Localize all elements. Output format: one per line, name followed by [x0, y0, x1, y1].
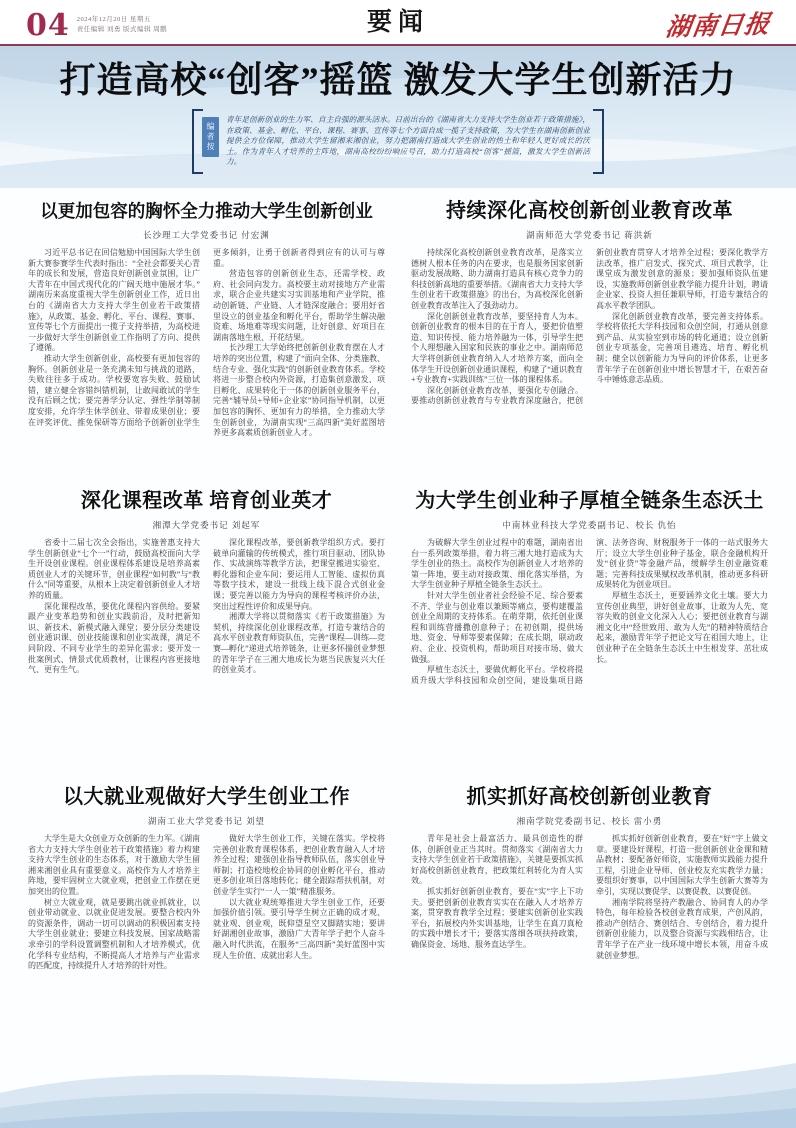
article-1-body: 习近平总书记在回信勉励中国国际大学生创新大赛参赛学生代表时指出：“全社会都要关心青年的成长和发展，营造良好创新创业氛围，让广大青年在中国式现代化的广阔天地中施展才华。”湖南历来高度重视大学生创新创业工作，近日出台的《湖南省大力支持大学生创业若干政策措施》，从政策、基金、孵化、平台、课程、赛事、宣传等七个方面提出一揽子支持举措，为高校进一步做好大学生创新创业工作指明了方向、提供了遵循。 推动大学生创新创业，高校要有更加包容的胸怀。创新创业是一条充满未知与挑战的道路，失败往往多于成功。学校要宽容失败、鼓励试错，建立健全容错纠错机制，让敢闯敢试的学生没有后顾之忧；要完善学分认定、弹性学制等制度安排，允许学生休学创业、带着成果创业；要在评奖评优、推免保研等方面给予创新创业学生更多倾斜，让勇于创新者得到应有的认可与尊重。 营造包容的创新创业生态，还需学校、政府、社会同向发力。高校要主动对接地方产业需求，联合企业共建实习实训基地和产业学院，推动创新链、产业链、人才链深度融合；要用好省里设立的创业基金和孵化平台，帮助学生解决融资难、场地难等现实问题，让好创意、好项目在湖南落地生根、开花结果。 长沙理工大学始终把创新创业教育摆在人才培养的突出位置，构建了“面向全体、分类施教、结合专业、强化实践”的创新创业教育体系。学校将进一步整合校内外资源，打造集创意激发、项目孵化、成果转化于一体的创新创业服务平台，完善“辅导员+导师+企业家”协同指导机制，以更加包容的胸怀、更加有力的举措，全力推动大学生创新创业，为湖南实现“三高四新”美好蓝图培养更多高素质创新创业人才。	[28, 248, 385, 438]
editor-line: 责任编辑 刘勇 版式编辑 周鹏	[76, 26, 168, 33]
article-grid	[0, 188, 796, 1020]
article-1-byline: 长沙理工大学党委书记 付宏渊	[143, 230, 270, 240]
article-5-body: 大学生是大众创业万众创新的生力军。《湖南省大力支持大学生创业若干政策措施》着力构建支持大学生创业的生态体系，对于激励大学生留湘来湘创业具有重要意义。高校作为人才培养主阵地，要牢固树立大就业观，把创业工作摆在更加突出的位置。 树立大就业观，就是要跳出就业抓就业，以创业带动就业、以就业促进发展。要整合校内外的资源条件，调动一切可以调动的积极因素支持大学生创业就业；要建立科技发展、国家战略需求牵引的学科设置调整机制和人才培养模式，优化学科专业结构，不断提高人才培养与产业需求的匹配度，持续提升人才培养的针对性。 做好大学生创业工作，关键在落实。学校将完善创业教育课程体系，把创业教育融入人才培养全过程；建强创业指导教师队伍，落实创业导师制；打造校地校企协同的创业孵化平台，推动更多创业项目落地转化；健全跟踪帮扶机制，对创业学生实行“一人一策”精准服务。 以大就业观统筹推进大学生创业工作，还要加强价值引领。要引导学生树立正确的成才观、就业观、创业观，既仰望星空又脚踏实地；要讲好湖湘创业故事，激励广大青年学子把个人奋斗融入时代洪流，在服务“三高四新”美好蓝图中实现人生价值、成就出彩人生。	[28, 834, 385, 971]
article-4-byline: 中南林业科技大学党委副书记、校长 仇怡	[502, 520, 677, 530]
article-2	[411, 198, 768, 474]
article-2-title: 持续深化高校创新创业教育改革	[446, 200, 733, 222]
article-6-title: 抓实抓好高校创新创业教育	[466, 786, 713, 808]
editor-note-box	[192, 109, 604, 174]
section-title: 要闻	[366, 9, 430, 36]
article-3-byline: 湘潭大学党委书记 刘起军	[152, 520, 261, 530]
article-5-byline: 湖南工业大学党委书记 刘望	[147, 816, 266, 826]
article-6-byline: 湘南学院党委副书记、校长 雷小勇	[516, 816, 663, 826]
article-1-title: 以更加包容的胸怀全力推动大学生创新创业	[40, 201, 373, 221]
masthead-meta	[77, 11, 167, 34]
article-3	[28, 488, 385, 770]
editor-note-label: 编者按	[202, 117, 219, 157]
article-2-body: 持续深化高校创新创业教育改革，是落实立德树人根本任务的内在要求，也是服务国家创新驱动发展战略、助力湖南打造具有核心竞争力的科技创新高地的重要举措。《湖南省大力支持大学生创业若干政策措施》的出台，为高校深化创新创业教育改革注入了强劲动力。 深化创新创业教育改革，要坚持育人为本。创新创业教育的根本目的在于育人，要把价值塑造、知识传授、能力培养融为一体，引导学生把个人理想融入国家和民族的事业之中。湖南师范大学将创新创业教育纳入人才培养方案，面向全体学生开设创新创业通识课程，构建了“通识教育+专业教育+实践训练”三位一体的课程体系。 深化创新创业教育改革，要强化专创融合。要推动创新创业教育与专业教育深度融合，把创新创业教育贯穿人才培养全过程；要深化教学方法改革，推广启发式、探究式、项目式教学，让课堂成为激发创意的源泉；要加强师资队伍建设，实施教师创新创业教学能力提升计划，聘请企业家、投资人担任兼职导师，打造专兼结合的高水平教学团队。 深化创新创业教育改革，要完善支持体系。学校将依托大学科技园和众创空间，打通从创意到产品、从实验室到市场的转化通道；设立创新创业专项基金，完善项目遴选、培育、孵化机制；健全以创新能力为导向的评价体系，让更多青年学子在创新创业中增长智慧才干，在艰苦奋斗中锤炼意志品质。	[411, 248, 768, 406]
masthead-left	[26, 8, 168, 43]
article-6	[411, 784, 768, 1020]
newspaper-logo: 湖南日报	[663, 11, 773, 42]
article-6-body: 青年是社会上最富活力、最具创造性的群体，创新创业正当其时。贯彻落实《湖南省大力支持大学生创业若干政策措施》，关键是要抓实抓好高校创新创业教育，把政策红利转化为育人实效。 抓实抓好创新创业教育，要在“实”字上下功夫。要把创新创业教育实实在在融入人才培养方案，贯穿教育教学全过程；要建实创新创业实践平台，拓展校内外实训基地，让学生在真刀真枪的实践中增长才干；要落实落细各项扶持政策，确保资金、场地、服务直达学生。 抓实抓好创新创业教育，要在“好”字上做文章。要建设好课程，打造一批创新创业金课和精品教材；要配备好师资，实施教师实践能力提升工程，引进企业导师、创业校友充实教学力量；要组织好赛事，以中国国际大学生创新大赛等为牵引，实现以赛促学、以赛促教、以赛促创。 湘南学院将坚持产教融合、协同育人的办学特色，每年检验各校创业教育成果，产创风韵，推动产创结合、赛创结合、专创结合，着力提升创新创业能力，以及整合资源与实践相结合，让青年学子在产业一线环境中增长本领，用奋斗成就创业梦想。	[411, 834, 768, 960]
article-4-title: 为大学生创业种子厚植全链条生态沃土	[415, 490, 764, 512]
banner	[0, 46, 796, 188]
article-5	[28, 784, 385, 1020]
article-5-title: 以大就业观做好大学生创业工作	[63, 786, 350, 808]
masthead	[0, 0, 796, 46]
date-line: 2024年12月20日 星期五	[76, 16, 151, 23]
page-number: 04	[26, 8, 70, 43]
article-4	[411, 488, 768, 770]
article-3-body: 省委十二届七次全会指出，实施普惠支持大学生创新创业“七个一”行动，鼓励高校面向大学生开设创业课程。创业课程体系建设是培养高素质创业人才的关键环节，创业课程“如何教”与“教什么”同等重要，从根本上决定着创新创业人才培养的质量。 深化课程改革，要优化课程内容供给。要紧跟产业变革趋势和创业实践前沿，及时把新知识、新技术、新模式融入课堂；要分层分类建设创业通识课、创业技能课和创业实战课，满足不同阶段、不同专业学生的差异化需求；要开发一批案例式、情景式优质教材，让课程内容更接地气、更有生气。 深化课程改革，要创新教学组织方式。要打破单向灌输的传统模式，推行项目驱动、团队协作、实战演练等教学方法，把课堂搬进实验室、孵化器和企业车间；要运用人工智能、虚拟仿真等数字技术，建设一批线上线下混合式创业金课；要完善以能力为导向的课程考核评价办法，突出过程性评价和成果导向。 湘潭大学将以贯彻落实《若干政策措施》为契机，持续深化创业课程改革，打造专兼结合的高水平创业教育师资队伍，完善“课程—训练—竞赛—孵化”递进式培养链条，让更多怀揣创业梦想的青年学子在三湘大地成长为堪当民族复兴大任的创业英才。	[28, 538, 385, 675]
article-2-byline: 湖南师范大学党委书记 蒋洪新	[526, 230, 653, 240]
article-3-title: 深化课程改革 培育创业英才	[80, 490, 333, 512]
main-headline: 打造高校“创客”摇篮 激发大学生创新活力	[59, 60, 737, 100]
editor-note-text: 青年是创新创业的生力军、自主自强的源头活水。日前出台的《湖南省大力支持大学生创业若干政策措施》，在政策、基金、孵化、平台、课程、赛事、宣传等七个方面自成一揽子支持政策，为大学生在湖南创新创业提供全方位保障，推动大学生留湘来湘创业，努力把湖南打造成大学生创业的热土和年轻人更好成长的沃土。作为青年人才培养的主阵地，湖南高校纷纷响应号召，助力打造高校“创客”摇篮，激发大学生创新活力。	[226, 115, 590, 167]
article-1	[28, 198, 385, 474]
footer-wave-graphic	[0, 1033, 796, 1128]
article-4-body: 为破解大学生创业过程中的难题，湖南省出台一系列政策举措，着力将三湘大地打造成为大学生创业的热土。高校作为创新创业人才培养的第一阵地，要主动对接政策、细化落实举措，为大学生创业种子厚植全链条生态沃土。 针对大学生创业者社会经验不足、综合要素不齐、学业与创业难以兼顾等痛点，要构建覆盖创业全周期的支持体系。在萌芽期，依托创业课程和训练营播撒创意种子；在初创期，提供场地、资金、导师等要素保障；在成长期，联动政府、企业、投资机构，帮助项目对接市场、做大做强。 厚植生态沃土，要做优孵化平台。学校将提质升级大学科技园和众创空间，建设集项目路演、法务咨询、财税服务于一体的一站式服务大厅；设立大学生创业种子基金，联合金融机构开发“创业贷”等金融产品，缓解学生创业融资难题；完善科技成果赋权改革机制，推动更多科研成果转化为创业项目。 厚植生态沃土，更要涵养文化土壤。要大力宣传创业典型，讲好创业故事，让敢为人先、宽容失败的创业文化深入人心；要把创业教育与湖湘文化中“经世致用、敢为人先”的精神特质结合起来，激励青年学子把论文写在祖国大地上，让创业种子在全链条生态沃土中生根发芽、茁壮成长。	[411, 538, 768, 685]
